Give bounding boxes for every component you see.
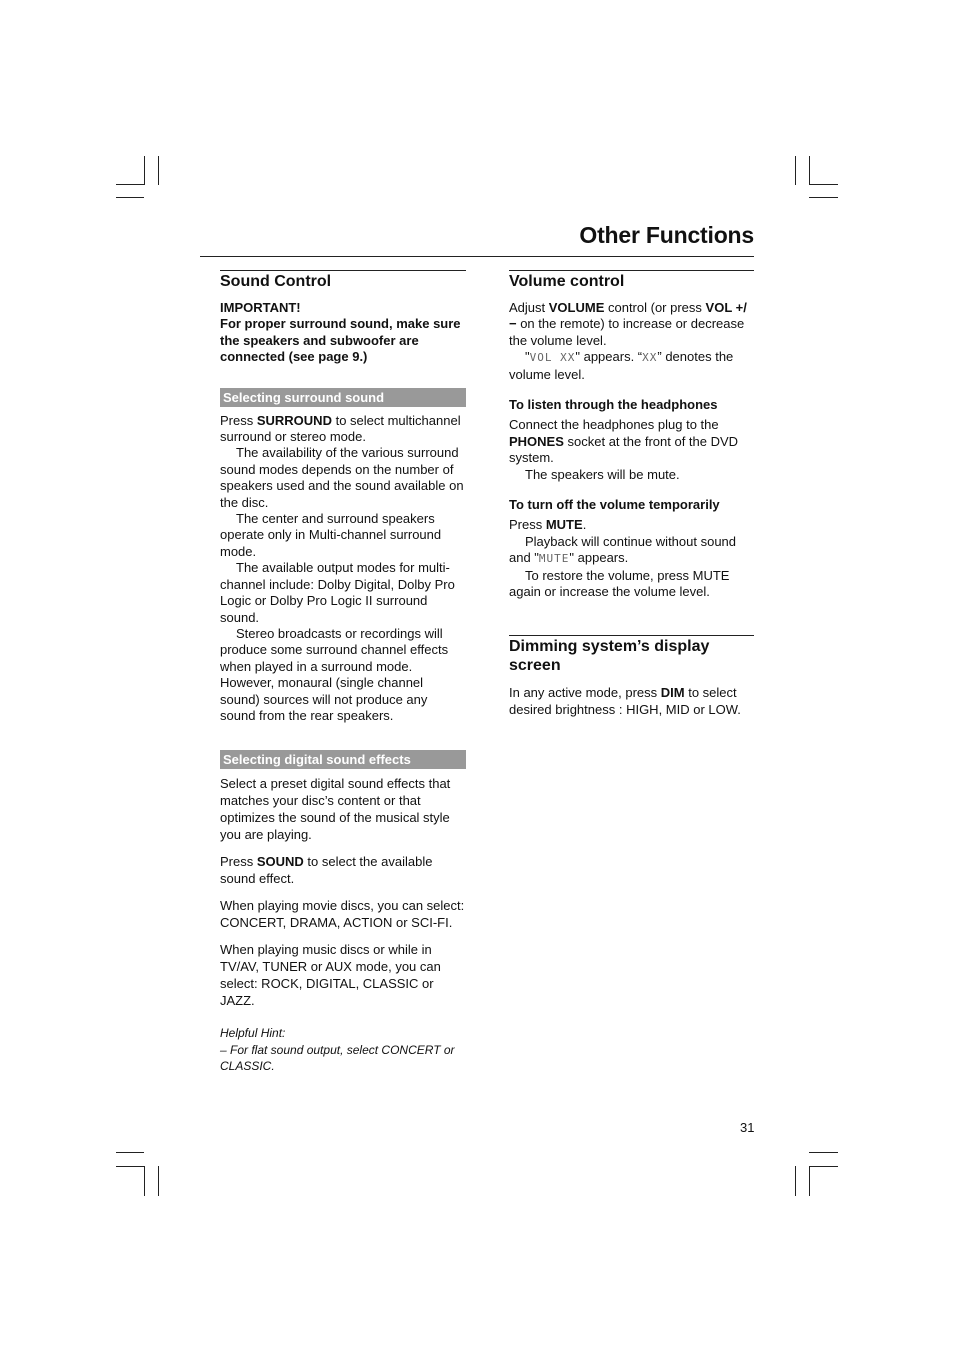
hint-text: – For flat sound output, select CONCERT or CLASSIC. xyxy=(220,1042,455,1074)
important-label: IMPORTANT! xyxy=(220,300,301,315)
paragraph: Connect the headphones plug to the PHONES socket at the front of the DVD system. xyxy=(509,417,739,466)
section-heading-volume: Volume control xyxy=(509,270,754,291)
crop-mark xyxy=(116,197,144,198)
paragraph: Stereo broadcasts or recordings will produce some surround channel effects when played in a surround mode. However, monaural (single channel sound) sources will not produce any sound from the rear speakers. xyxy=(220,625,449,723)
left-column xyxy=(220,270,466,1075)
crop-mark xyxy=(795,156,796,185)
paragraph: When playing music discs or while in TV/AV, TUNER or AUX mode, you can select: ROCK, DIGITAL, CLASSIC or JAZZ. xyxy=(220,942,441,1009)
paragraph: When playing movie discs, you can select: CONCERT, DRAMA, ACTION or SCI-FI. xyxy=(220,898,465,931)
paragraph: Press MUTE. xyxy=(509,517,587,533)
crop-mark xyxy=(809,184,838,185)
crop-mark xyxy=(809,1152,838,1153)
paragraph: Select a preset digital sound effects that matches your disc’s content or that optimizes the sound of the musical style you are playing. xyxy=(220,776,451,843)
subheading-mute: To turn off the volume temporarily xyxy=(509,497,720,513)
crop-mark xyxy=(795,1166,796,1196)
lcd-text: XX xyxy=(642,351,658,365)
important-notice xyxy=(220,300,466,366)
lcd-text: MUTE xyxy=(538,552,570,566)
paragraph: The speakers will be mute. xyxy=(525,466,680,482)
right-column xyxy=(509,270,754,718)
crop-mark xyxy=(144,1166,145,1196)
title-rule xyxy=(200,256,754,257)
key-label: VOL +/− xyxy=(509,300,747,332)
crop-mark xyxy=(116,1166,144,1167)
crop-mark xyxy=(116,1152,144,1153)
paragraph: The available output modes for multi-channel include: Dolby Digital, Dolby Pro Logic or Dolby Pro Logic II surround sound. xyxy=(220,560,455,625)
subsection-bar-surround: Selecting surround sound xyxy=(220,388,466,407)
key-label: SOUND xyxy=(256,854,304,870)
hint-label: Helpful Hint: xyxy=(220,1026,286,1041)
subheading-headphones: To listen through the headphones xyxy=(509,397,718,413)
crop-mark xyxy=(809,197,838,198)
paragraph: Press SOUND to select the available sound effect. xyxy=(220,854,433,887)
paragraph: In any active mode, press DIM to select desired brightness : HIGH, MID or LOW. xyxy=(509,684,741,717)
crop-mark xyxy=(809,156,810,185)
page-number: 31 xyxy=(740,1120,755,1135)
paragraph: "VOL XX" appears. “XX” denotes the volume level. xyxy=(509,349,734,382)
crop-mark xyxy=(116,184,144,185)
key-label: SURROUND xyxy=(256,412,332,428)
lcd-text: VOL XX xyxy=(529,351,576,365)
paragraph: Playback will continue without sound and "MUTE" appears. xyxy=(509,533,737,566)
section-heading-dimming: Dimming system’s display screen xyxy=(509,635,754,675)
crop-mark xyxy=(809,1166,838,1167)
important-text: For proper surround sound, make sure the speakers and subwoofer are connected (see page 9.) xyxy=(220,316,461,365)
paragraph: Press SURROUND to select multichannel surround or stereo mode. xyxy=(220,412,461,445)
paragraph: To restore the volume, press MUTE again or increase the volume level. xyxy=(509,567,730,600)
section-heading-sound-control: Sound Control xyxy=(220,270,466,291)
crop-mark xyxy=(158,156,159,185)
crop-mark xyxy=(809,1166,810,1196)
crop-mark xyxy=(144,156,145,185)
page-title: Other Functions xyxy=(579,222,754,248)
subsection-bar-digital: Selecting digital sound effects xyxy=(220,750,466,769)
paragraph: The center and surround speakers operate only in Multi-channel surround mode. xyxy=(220,511,442,559)
crop-mark xyxy=(158,1166,159,1196)
paragraph: The availability of the various surround sound modes depends on the number of speakers used and the sound available on the disc. xyxy=(220,445,464,510)
paragraph: Adjust VOLUME control (or press VOL +/− on the remote) to increase or decrease the volume level. xyxy=(509,300,747,348)
